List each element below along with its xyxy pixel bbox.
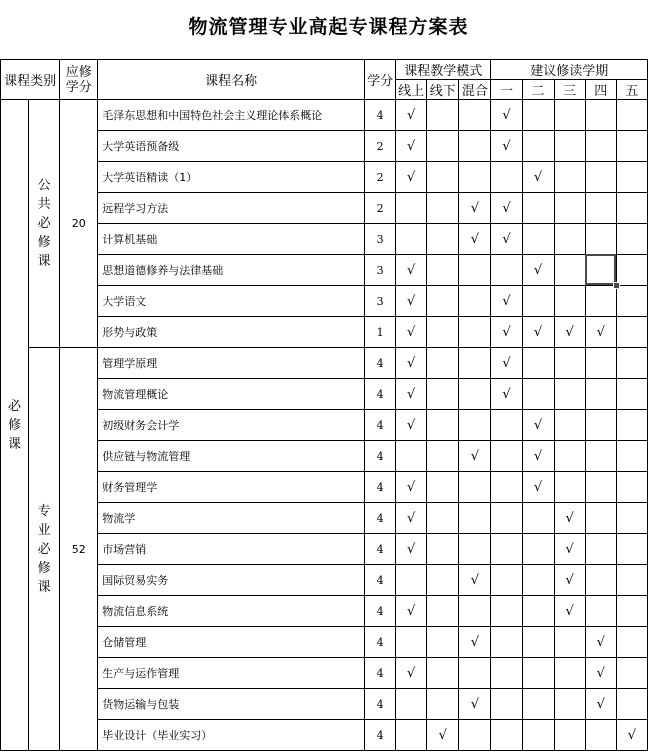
mode-blended-cell: √ xyxy=(459,441,491,472)
semester-1-cell xyxy=(491,627,522,658)
table-row xyxy=(1,596,648,627)
mode-blended-cell: √ xyxy=(459,565,491,596)
course-name-cell: 形势与政策 xyxy=(98,317,365,348)
mode-online-cell: √ xyxy=(396,317,427,348)
mode-offline-cell xyxy=(427,627,459,658)
major-required-credits: 52 xyxy=(60,348,98,751)
mode-online-cell xyxy=(396,193,427,224)
category-major-required-label: 专 业 必 修 课 xyxy=(29,348,60,751)
header-mode-blended: 混合 xyxy=(459,80,491,100)
table-row xyxy=(1,658,648,689)
semester-1-cell: √ xyxy=(491,379,522,410)
mode-blended-cell: √ xyxy=(459,224,491,255)
semester-2-cell: √ xyxy=(522,255,554,286)
header-mode-offline: 线下 xyxy=(427,80,459,100)
mode-blended-cell xyxy=(459,131,491,162)
semester-3-cell: √ xyxy=(554,565,585,596)
semester-4-cell xyxy=(585,224,616,255)
semester-1-cell: √ xyxy=(491,131,522,162)
public-required-credits: 20 xyxy=(60,100,98,348)
category-public-required-label: 公 共 必 修 课 xyxy=(29,100,60,348)
mode-blended-cell: √ xyxy=(459,689,491,720)
table-row xyxy=(1,565,648,596)
course-credit-cell: 4 xyxy=(365,720,396,751)
course-credit-cell: 4 xyxy=(365,565,396,596)
course-credit-cell: 4 xyxy=(365,658,396,689)
mode-online-cell xyxy=(396,720,427,751)
semester-5-cell xyxy=(616,348,647,379)
semester-3-cell xyxy=(554,286,585,317)
mode-offline-cell xyxy=(427,503,459,534)
table-row xyxy=(1,627,648,658)
semester-5-cell xyxy=(616,441,647,472)
course-credit-cell: 4 xyxy=(365,534,396,565)
semester-5-cell xyxy=(616,224,647,255)
semester-4-cell xyxy=(585,565,616,596)
course-credit-cell: 4 xyxy=(365,689,396,720)
header-semester-4: 四 xyxy=(585,80,616,100)
course-credit-cell: 4 xyxy=(365,596,396,627)
course-credit-cell: 4 xyxy=(365,348,396,379)
semester-5-cell xyxy=(616,565,647,596)
semester-2-cell xyxy=(522,658,554,689)
mode-blended-cell: √ xyxy=(459,193,491,224)
semester-2-cell: √ xyxy=(522,410,554,441)
mode-offline-cell xyxy=(427,162,459,193)
semester-4-cell: √ xyxy=(585,317,616,348)
table-row xyxy=(1,317,648,348)
selected-cell-outline[interactable] xyxy=(585,254,616,285)
course-credit-cell: 3 xyxy=(365,286,396,317)
mode-offline-cell xyxy=(427,224,459,255)
mode-online-cell: √ xyxy=(396,162,427,193)
mode-offline-cell xyxy=(427,596,459,627)
semester-5-cell xyxy=(616,534,647,565)
semester-1-cell xyxy=(491,720,522,751)
semester-1-cell xyxy=(491,255,522,286)
semester-1-cell xyxy=(491,410,522,441)
semester-2-cell xyxy=(522,379,554,410)
course-name-cell: 大学英语预备级 xyxy=(98,131,365,162)
semester-3-cell xyxy=(554,255,585,286)
course-name-cell: 国际贸易实务 xyxy=(98,565,365,596)
mode-blended-cell xyxy=(459,503,491,534)
mode-online-cell: √ xyxy=(396,255,427,286)
mode-online-cell: √ xyxy=(396,503,427,534)
mode-online-cell xyxy=(396,627,427,658)
course-name-cell: 管理学原理 xyxy=(98,348,365,379)
mode-offline-cell: √ xyxy=(427,720,459,751)
course-credit-cell: 2 xyxy=(365,162,396,193)
mode-blended-cell xyxy=(459,596,491,627)
mode-online-cell xyxy=(396,441,427,472)
semester-3-cell xyxy=(554,441,585,472)
table-row xyxy=(1,286,648,317)
semester-4-cell xyxy=(585,503,616,534)
course-credit-cell: 4 xyxy=(365,441,396,472)
mode-blended-cell xyxy=(459,720,491,751)
semester-3-cell xyxy=(554,348,585,379)
course-name-cell: 仓储管理 xyxy=(98,627,365,658)
course-credit-cell: 1 xyxy=(365,317,396,348)
semester-1-cell: √ xyxy=(491,286,522,317)
semester-4-cell xyxy=(585,534,616,565)
semester-1-cell xyxy=(491,658,522,689)
mode-offline-cell xyxy=(427,565,459,596)
table-row xyxy=(1,193,648,224)
header-required-credits: 应修学分 xyxy=(60,60,98,100)
semester-1-cell: √ xyxy=(491,317,522,348)
table-row xyxy=(1,162,648,193)
header-mode-online: 线上 xyxy=(396,80,427,100)
semester-4-cell xyxy=(585,596,616,627)
header-semester-3: 三 xyxy=(554,80,585,100)
mode-online-cell xyxy=(396,565,427,596)
semester-2-cell xyxy=(522,193,554,224)
mode-blended-cell xyxy=(459,348,491,379)
page-title: 物流管理专业高起专课程方案表 xyxy=(188,16,469,38)
mode-offline-cell xyxy=(427,689,459,720)
mode-offline-cell xyxy=(427,348,459,379)
semester-3-cell xyxy=(554,162,585,193)
course-name-cell: 货物运输与包装 xyxy=(98,689,365,720)
semester-3-cell xyxy=(554,193,585,224)
mode-online-cell: √ xyxy=(396,100,427,131)
mode-offline-cell xyxy=(427,286,459,317)
semester-2-cell xyxy=(522,565,554,596)
semester-5-cell xyxy=(616,596,647,627)
semester-4-cell xyxy=(585,379,616,410)
table-row xyxy=(1,503,648,534)
mode-blended-cell xyxy=(459,472,491,503)
course-credit-cell: 3 xyxy=(365,255,396,286)
semester-5-cell xyxy=(616,100,647,131)
semester-3-cell xyxy=(554,379,585,410)
mode-offline-cell xyxy=(427,534,459,565)
semester-2-cell: √ xyxy=(522,441,554,472)
course-credit-cell: 4 xyxy=(365,472,396,503)
semester-2-cell xyxy=(522,627,554,658)
course-name-cell: 思想道德修养与法律基础 xyxy=(98,255,365,286)
semester-1-cell: √ xyxy=(491,348,522,379)
header-category: 课程类别 xyxy=(1,60,60,100)
semester-5-cell xyxy=(616,658,647,689)
semester-5-cell xyxy=(616,193,647,224)
mode-offline-cell xyxy=(427,472,459,503)
mode-online-cell: √ xyxy=(396,472,427,503)
semester-1-cell xyxy=(491,472,522,503)
header-course-name: 课程名称 xyxy=(98,60,365,100)
mode-online-cell: √ xyxy=(396,286,427,317)
header-semester-5: 五 xyxy=(616,80,647,100)
semester-2-cell xyxy=(522,286,554,317)
semester-3-cell xyxy=(554,720,585,751)
semester-3-cell xyxy=(554,410,585,441)
table-row xyxy=(1,224,648,255)
table-row xyxy=(1,100,648,131)
semester-1-cell xyxy=(491,441,522,472)
semester-5-cell xyxy=(616,162,647,193)
semester-2-cell: √ xyxy=(522,162,554,193)
course-credit-cell: 4 xyxy=(365,410,396,441)
mode-online-cell: √ xyxy=(396,131,427,162)
semester-4-cell xyxy=(585,286,616,317)
table-row xyxy=(1,534,648,565)
semester-3-cell xyxy=(554,224,585,255)
course-credit-cell: 4 xyxy=(365,627,396,658)
semester-5-cell xyxy=(616,379,647,410)
table-row xyxy=(1,472,648,503)
semester-1-cell xyxy=(491,503,522,534)
mode-blended-cell xyxy=(459,379,491,410)
mode-offline-cell xyxy=(427,410,459,441)
semester-3-cell xyxy=(554,100,585,131)
mode-offline-cell xyxy=(427,100,459,131)
semester-4-cell xyxy=(585,720,616,751)
semester-4-cell xyxy=(585,348,616,379)
semester-1-cell xyxy=(491,162,522,193)
course-name-cell: 物流管理概论 xyxy=(98,379,365,410)
table-row xyxy=(1,410,648,441)
semester-5-cell xyxy=(616,472,647,503)
course-name-cell: 生产与运作管理 xyxy=(98,658,365,689)
mode-online-cell xyxy=(396,689,427,720)
semester-1-cell xyxy=(491,565,522,596)
semester-2-cell xyxy=(522,720,554,751)
course-credit-cell: 2 xyxy=(365,193,396,224)
mode-online-cell xyxy=(396,224,427,255)
semester-4-cell xyxy=(585,162,616,193)
semester-4-cell xyxy=(585,131,616,162)
course-credit-cell: 4 xyxy=(365,100,396,131)
semester-1-cell xyxy=(491,596,522,627)
semester-1-cell xyxy=(491,534,522,565)
header-suggested-semester: 建议修读学期 xyxy=(491,60,648,80)
table-row xyxy=(1,441,648,472)
semester-2-cell xyxy=(522,100,554,131)
course-credit-cell: 4 xyxy=(365,379,396,410)
semester-4-cell xyxy=(585,410,616,441)
mode-blended-cell xyxy=(459,286,491,317)
course-name-cell: 大学语文 xyxy=(98,286,365,317)
semester-3-cell: √ xyxy=(554,317,585,348)
mode-online-cell: √ xyxy=(396,410,427,441)
course-name-cell: 毛泽东思想和中国特色社会主义理论体系概论 xyxy=(98,100,365,131)
semester-3-cell xyxy=(554,658,585,689)
semester-2-cell: √ xyxy=(522,472,554,503)
semester-4-cell: √ xyxy=(585,627,616,658)
semester-2-cell xyxy=(522,596,554,627)
table-row xyxy=(1,689,648,720)
header-semester-1: 一 xyxy=(491,80,522,100)
fill-handle[interactable] xyxy=(613,282,620,289)
mode-offline-cell xyxy=(427,131,459,162)
semester-2-cell xyxy=(522,131,554,162)
course-name-cell: 初级财务会计学 xyxy=(98,410,365,441)
course-name-cell: 供应链与物流管理 xyxy=(98,441,365,472)
semester-3-cell: √ xyxy=(554,596,585,627)
mode-blended-cell xyxy=(459,162,491,193)
course-credit-cell: 4 xyxy=(365,503,396,534)
course-name-cell: 计算机基础 xyxy=(98,224,365,255)
course-name-cell: 财务管理学 xyxy=(98,472,365,503)
semester-3-cell: √ xyxy=(554,503,585,534)
course-name-cell: 毕业设计（毕业实习） xyxy=(98,720,365,751)
table-row xyxy=(1,131,648,162)
mode-offline-cell xyxy=(427,658,459,689)
course-credit-cell: 2 xyxy=(365,131,396,162)
mode-offline-cell xyxy=(427,317,459,348)
mode-online-cell: √ xyxy=(396,596,427,627)
semester-4-cell: √ xyxy=(585,689,616,720)
course-plan-table xyxy=(0,59,648,751)
semester-3-cell xyxy=(554,689,585,720)
header-teaching-mode: 课程教学模式 xyxy=(396,60,491,80)
semester-1-cell: √ xyxy=(491,193,522,224)
mode-blended-cell xyxy=(459,317,491,348)
semester-3-cell xyxy=(554,472,585,503)
semester-4-cell xyxy=(585,441,616,472)
header-semester-2: 二 xyxy=(522,80,554,100)
semester-5-cell xyxy=(616,627,647,658)
mode-blended-cell xyxy=(459,100,491,131)
course-credit-cell: 3 xyxy=(365,224,396,255)
semester-1-cell: √ xyxy=(491,100,522,131)
course-name-cell: 远程学习方法 xyxy=(98,193,365,224)
semester-4-cell: √ xyxy=(585,658,616,689)
mode-blended-cell xyxy=(459,658,491,689)
semester-2-cell xyxy=(522,224,554,255)
mode-offline-cell xyxy=(427,441,459,472)
mode-online-cell: √ xyxy=(396,534,427,565)
semester-4-cell xyxy=(585,472,616,503)
course-name-cell: 大学英语精读（1） xyxy=(98,162,365,193)
mode-blended-cell xyxy=(459,255,491,286)
semester-5-cell xyxy=(616,255,647,286)
semester-1-cell: √ xyxy=(491,224,522,255)
table-row xyxy=(1,348,648,379)
table-row xyxy=(1,379,648,410)
semester-1-cell xyxy=(491,689,522,720)
semester-5-cell xyxy=(616,131,647,162)
semester-5-cell xyxy=(616,503,647,534)
semester-5-cell xyxy=(616,410,647,441)
course-name-cell: 市场营销 xyxy=(98,534,365,565)
semester-2-cell xyxy=(522,503,554,534)
mode-offline-cell xyxy=(427,255,459,286)
semester-2-cell: √ xyxy=(522,317,554,348)
semester-3-cell: √ xyxy=(554,534,585,565)
mode-blended-cell: √ xyxy=(459,627,491,658)
semester-4-cell xyxy=(585,100,616,131)
semester-5-cell: √ xyxy=(616,720,647,751)
semester-2-cell xyxy=(522,689,554,720)
mode-online-cell: √ xyxy=(396,658,427,689)
course-name-cell: 物流学 xyxy=(98,503,365,534)
semester-3-cell xyxy=(554,131,585,162)
semester-5-cell xyxy=(616,689,647,720)
semester-4-cell xyxy=(585,193,616,224)
semester-5-cell xyxy=(616,286,647,317)
mode-offline-cell xyxy=(427,379,459,410)
table-row xyxy=(1,720,648,751)
semester-3-cell xyxy=(554,627,585,658)
semester-5-cell xyxy=(616,317,647,348)
mode-blended-cell xyxy=(459,410,491,441)
mode-offline-cell xyxy=(427,193,459,224)
mode-online-cell: √ xyxy=(396,348,427,379)
table-row xyxy=(1,255,648,286)
mode-blended-cell xyxy=(459,534,491,565)
course-name-cell: 物流信息系统 xyxy=(98,596,365,627)
header-credit: 学分 xyxy=(365,60,396,100)
semester-2-cell xyxy=(522,348,554,379)
mode-online-cell: √ xyxy=(396,379,427,410)
semester-2-cell xyxy=(522,534,554,565)
category-required-label: 必 修 课 xyxy=(1,100,29,751)
